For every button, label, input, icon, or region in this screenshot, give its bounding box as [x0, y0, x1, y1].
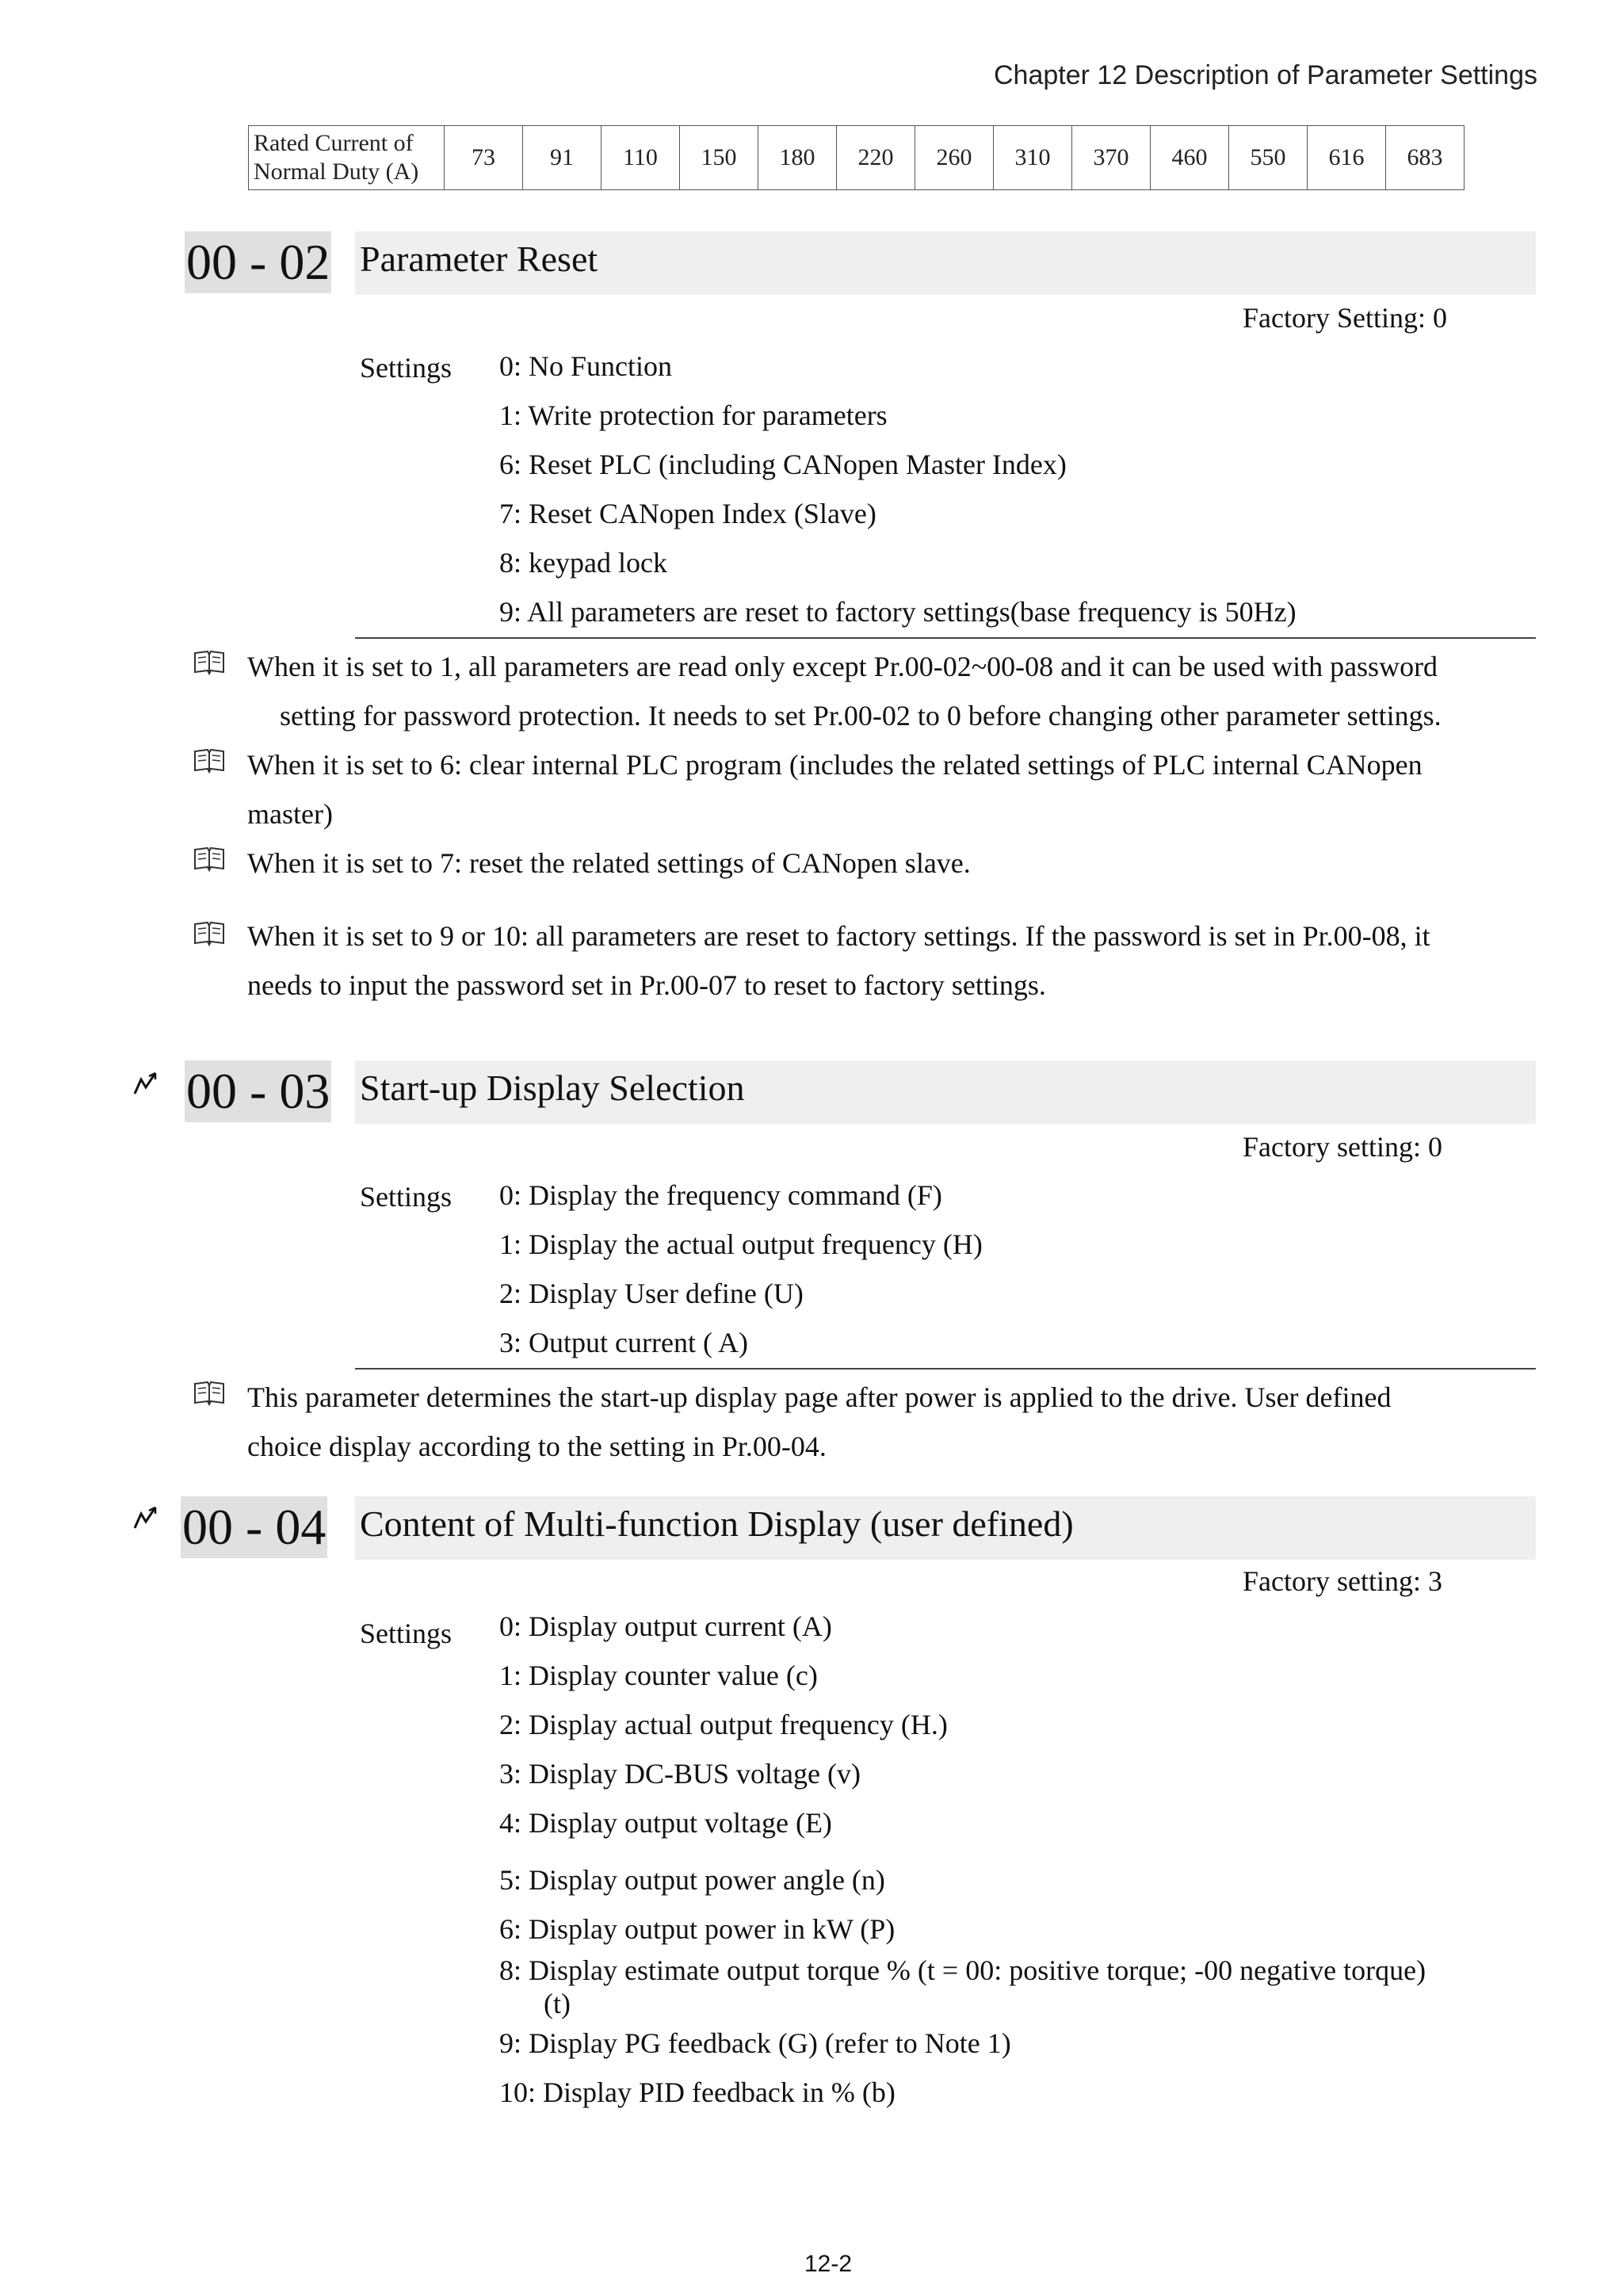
option-00-04-3: 3: Display DC-BUS voltage (v) — [499, 1758, 861, 1790]
settings-label-00-03: Settings — [360, 1181, 453, 1213]
factory-setting-00-04: Factory setting: 3 — [1243, 1565, 1442, 1597]
option-00-02-8: 8: keypad lock — [499, 547, 667, 579]
option-00-04-8-cont: (t) — [544, 1988, 571, 2019]
option-00-04-1: 1: Display counter value (c) — [499, 1660, 818, 1691]
option-00-03-1: 1: Display the actual output frequency (H) — [499, 1228, 983, 1260]
runtime-editable-icon — [132, 1504, 158, 1531]
table-cell: 683 — [1386, 126, 1465, 190]
table-cell: 150 — [680, 126, 758, 190]
note-00-03-1-line1: This parameter determines the start-up display page after power is applied to the drive. User defined — [247, 1381, 1392, 1413]
book-icon — [193, 845, 225, 873]
section-divider — [355, 1368, 1536, 1370]
param-title-00-04: Content of Multi-function Display (user defined) — [355, 1496, 1536, 1560]
option-00-04-4: 4: Display output voltage (E) — [499, 1807, 832, 1839]
table-cell: 616 — [1308, 126, 1386, 190]
option-00-02-9: 9: All parameters are reset to factory settings(base frequency is 50Hz) — [499, 596, 1296, 628]
note-00-02-1-line2: setting for password protection. It needs to set Pr.00-02 to 0 before changing other parameter settings. — [280, 700, 1442, 732]
table-row — [249, 126, 1465, 190]
book-icon — [193, 648, 225, 677]
book-icon — [193, 919, 225, 948]
option-00-02-1: 1: Write protection for parameters — [499, 399, 888, 431]
rated-current-label-line1: Rated Current of — [254, 130, 414, 156]
option-00-02-0: 0: No Function — [499, 350, 673, 382]
table-cell: 110 — [601, 126, 680, 190]
param-title-00-02: Parameter Reset — [355, 231, 1536, 295]
table-cell: 91 — [523, 126, 601, 190]
table-cell: 550 — [1229, 126, 1308, 190]
param-number-00-03: 00 - 03 — [185, 1060, 331, 1122]
note-00-02-2-line2: master) — [247, 798, 333, 830]
note-00-03-1-line2: choice display according to the setting in Pr.00-04. — [247, 1431, 827, 1462]
rated-current-label-line2: Normal Duty (A) — [254, 159, 419, 185]
note-00-02-4-line2: needs to input the password set in Pr.00-07 to reset to factory settings. — [247, 969, 1046, 1001]
table-cell: 310 — [994, 126, 1072, 190]
option-00-02-6: 6: Reset PLC (including CANopen Master Index) — [499, 449, 1067, 480]
table-cell: 260 — [915, 126, 994, 190]
option-00-04-2: 2: Display actual output frequency (H.) — [499, 1709, 948, 1740]
table-cell: 180 — [758, 126, 837, 190]
option-00-04-8: 8: Display estimate output torque % (t = 00: positive torque; -00 negative torque) — [499, 1954, 1426, 1986]
option-00-03-2: 2: Display User define (U) — [499, 1278, 804, 1309]
param-number-00-04: 00 - 04 — [181, 1496, 327, 1558]
table-cell: 73 — [445, 126, 523, 190]
factory-setting-00-02: Factory Setting: 0 — [1243, 302, 1447, 334]
table-cell: 370 — [1072, 126, 1151, 190]
note-00-02-2-line1: When it is set to 6: clear internal PLC program (includes the related settings of PLC internal CANopen — [247, 749, 1423, 781]
option-00-04-5: 5: Display output power angle (n) — [499, 1864, 885, 1896]
section-divider — [355, 637, 1536, 639]
factory-setting-00-03: Factory setting: 0 — [1243, 1131, 1442, 1163]
option-00-04-9: 9: Display PG feedback (G) (refer to Note 1) — [499, 2027, 1011, 2059]
note-00-02-4-line1: When it is set to 9 or 10: all parameters are reset to factory settings. If the password is set in Pr.00-08, it — [247, 920, 1430, 952]
table-cell: 460 — [1151, 126, 1229, 190]
book-icon — [193, 747, 225, 775]
runtime-editable-icon — [132, 1070, 158, 1097]
chapter-header: Chapter 12 Description of Parameter Settings — [993, 60, 1537, 90]
settings-label-00-04: Settings — [360, 1618, 453, 1649]
param-title-00-03: Start-up Display Selection — [355, 1060, 1536, 1124]
option-00-03-0: 0: Display the frequency command (F) — [499, 1179, 942, 1211]
book-icon — [193, 1379, 225, 1408]
option-00-03-3: 3: Output current ( A) — [499, 1327, 748, 1358]
note-00-02-3: When it is set to 7: reset the related settings of CANopen slave. — [247, 847, 971, 879]
option-00-04-10: 10: Display PID feedback in % (b) — [499, 2076, 896, 2108]
param-number-00-02: 00 - 02 — [185, 231, 331, 293]
option-00-02-7: 7: Reset CANopen Index (Slave) — [499, 498, 876, 529]
page-number: 12-2 — [804, 2251, 853, 2277]
note-00-02-1-line1: When it is set to 1, all parameters are read only except Pr.00-02~00-08 and it can be used with password — [247, 651, 1438, 682]
option-00-04-0: 0: Display output current (A) — [499, 1610, 832, 1642]
rated-current-table — [248, 125, 1465, 190]
option-00-04-6: 6: Display output power in kW (P) — [499, 1913, 896, 1945]
table-cell: 220 — [837, 126, 915, 190]
rated-current-label — [249, 126, 445, 190]
settings-label-00-02: Settings — [360, 352, 453, 384]
